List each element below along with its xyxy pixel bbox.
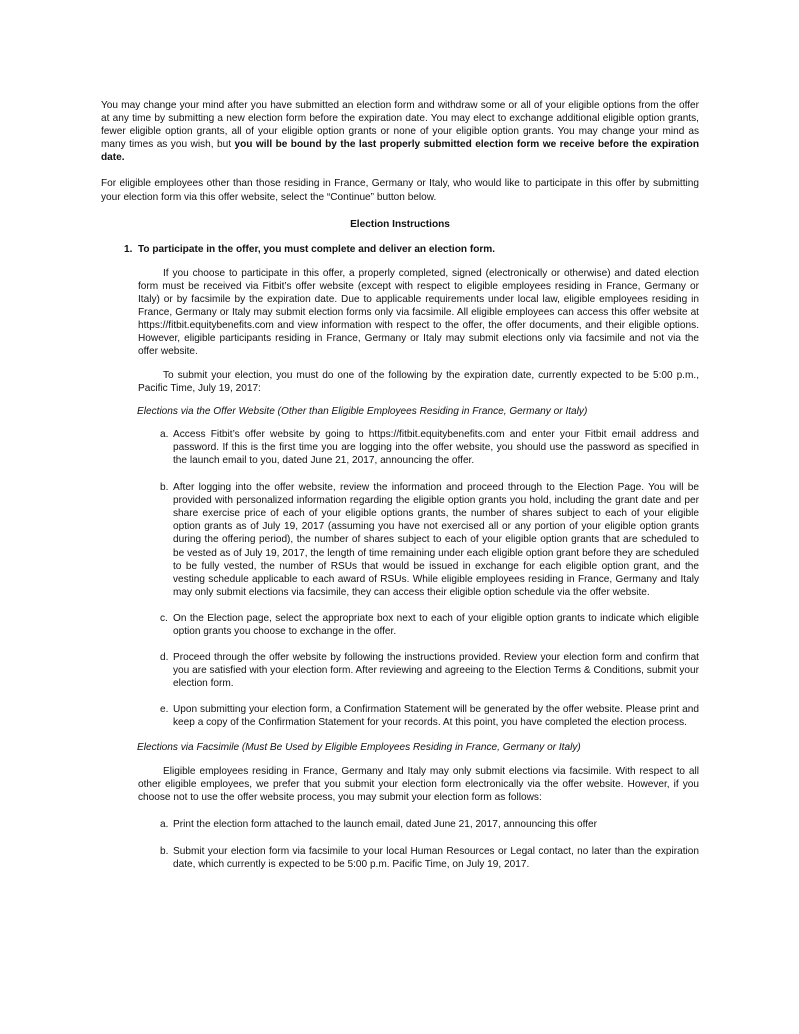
section-1-title-text: To participate in the offer, you must complete and deliver an election form. <box>138 243 496 255</box>
website-elections-heading: Elections via the Offer Website (Other than Eligible Employees Residing in France, Germany or Italy) <box>137 405 588 417</box>
website-step-c-label: c. <box>160 612 168 624</box>
election-instructions-heading: Election Instructions <box>350 218 450 230</box>
fax-step-b-label: b. <box>160 846 169 858</box>
section-1-paragraph: If you choose to participate in this offer, a properly completed, signed (electronically or otherwise) and dated election form must be received via Fitbit’s offer website (except with respect to eligible employees residing in France, Germany or Italy) or by facsimile by the expiration date. Due to applicable requirements under local law, eligible employees residing in France, Germany or Italy may submit election forms only via facsimile. All eligible employees can access this offer website at https://fitbit.equitybenefits.com and view information with respect to the offer, the offer documents, and their eligible options. However, eligible participants residing in France, Germany or Italy may submit elections only via facsimile and not via the offer website. <box>138 267 699 358</box>
website-step-d-label: d. <box>160 652 169 664</box>
section-1-number: 1. <box>124 243 133 255</box>
fax-step-b <box>101 845 699 871</box>
intro-paragraph-continue: For eligible employees other than those residing in France, Germany or Italy, who would like to participate in this offer by submitting your election form via this offer website, select the “Continue” button below. <box>101 178 699 203</box>
website-step-a-label: a. <box>160 428 169 440</box>
intro-paragraph-change-mind <box>101 99 699 164</box>
fax-step-a-text: Print the election form attached to the launch email, dated June 21, 2017, announcing this offer <box>173 818 598 830</box>
document-page <box>101 99 699 871</box>
website-step-d-text: Proceed through the offer website by following the instructions provided. Review your election form and confirm that you are satisfied with your election form. After reviewing and agreeing to the Election Terms & Conditions, submit your election form. <box>173 652 699 690</box>
website-step-e-text: Upon submitting your election form, a Confirmation Statement will be generated by the offer website. Please print and keep a copy of the Confirmation Statement for your records. At this point, you have completed the election process. <box>173 704 699 729</box>
website-step-a-text: Access Fitbit’s offer website by going to https://fitbit.equitybenefits.com and enter your Fitbit email address and password. If this is the first time you are logging into the offer website, you should use the password as specified in the launch email to you, dated June 21, 2017, announcing the offer. <box>173 428 699 466</box>
fax-paragraph: Eligible employees residing in France, Germany and Italy may only submit elections via facsimile. With respect to all other eligible employees, we prefer that you submit your election form electronically via the offer website. However, if you choose not to use the offer website process, you may submit your election form as follows: <box>138 765 699 803</box>
intro-paragraph-text: You may change your mind after you have submitted an election form and withdraw some or all of your eligible options from the offer at any time by submitting a new election form before the expiration date. You may elect to exchange additional eligible option grants, fewer eligible option grants, all of your eligible option grants or none of your eligible option grants. You may change your mind as many times as you wish, but <box>101 100 699 151</box>
website-step-c <box>101 612 699 638</box>
fax-step-a-label: a. <box>160 818 169 830</box>
intro-paragraph-bold-clause: you will be bound by the last properly submitted election form we receive before the expiration date. <box>101 139 700 164</box>
fax-elections-heading: Elections via Facsimile (Must Be Used by Eligible Employees Residing in France, Germany or Italy) <box>137 741 581 753</box>
submit-election-paragraph: To submit your election, you must do one of the following by the expiration date, currently expected to be 5:00 p.m., Pacific Time, July 19, 2017: <box>138 369 699 394</box>
website-step-e <box>101 703 699 729</box>
website-step-e-label: e. <box>160 704 169 716</box>
website-step-c-text: On the Election page, select the appropriate box next to each of your eligible option grants to indicate which eligible option grants you choose to exchange in the offer. <box>173 612 699 637</box>
website-step-d <box>101 651 699 690</box>
fax-step-a <box>101 818 699 831</box>
website-step-a <box>101 428 699 467</box>
website-step-b-text: After logging into the offer website, review the information and proceed through to the Election Page. You will be provided with personalized information regarding the eligible option grants you hold, including the grant date and per share exercise price of each of your eligible options grants, the number of shares subject to each of your eligible option grants as of July 19, 2017 (assuming you have not exercised all or any portion of your eligible option grants during the offering period), the number of shares subject to each of your eligible option grants that are scheduled to be vested as of July 19, 2017, the length of time remaining under each eligible option grant before they are scheduled to be fully vested, the number of RSUs that would be issued in exchange for each eligible option grant, and the vesting schedule applicable to each award of RSUs. While eligible employees residing in France, Germany and Italy may only submit elections via facsimile, they can access their eligible option schedule via the offer website. <box>173 482 699 598</box>
website-step-b-label: b. <box>160 482 169 494</box>
fax-step-b-text: Submit your election form via facsimile to your local Human Resources or Legal contact, no later than the expiration date, which currently is expected to be 5:00 p.m. Pacific Time, on July 19, 2017. <box>173 846 699 871</box>
website-step-b <box>101 481 699 599</box>
section-1-title <box>101 243 699 256</box>
